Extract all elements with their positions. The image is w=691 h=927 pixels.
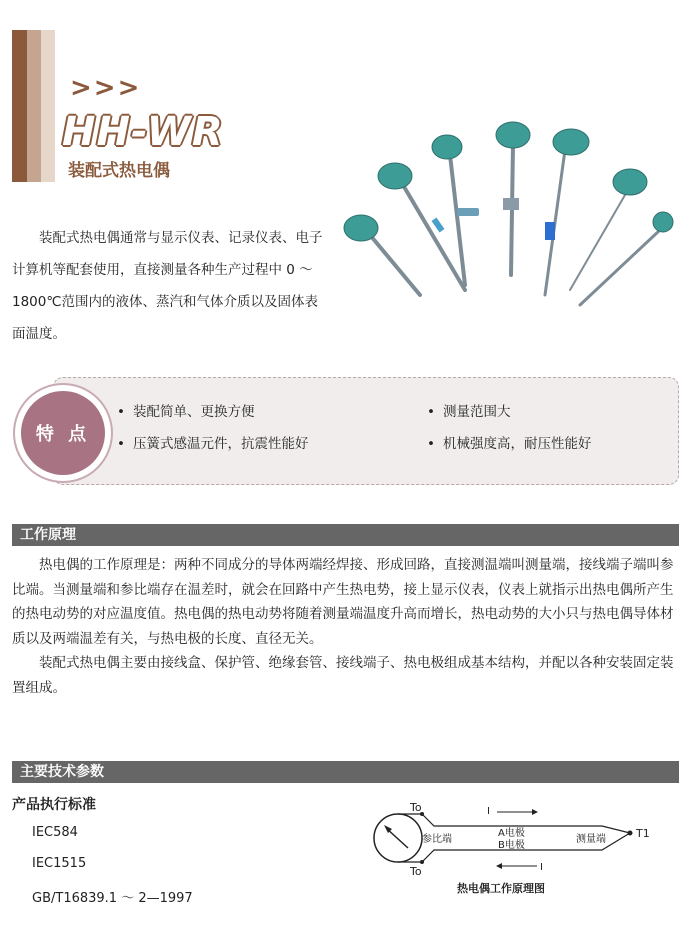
header-stripe-mid — [27, 30, 41, 182]
section-header-specs: 主要技术参数 — [12, 761, 679, 783]
principle-paragraph-2: 装配式热电偶主要由接线盒、保护管、绝缘套管、接线端子、热电极组成基本结构，并配以各种安装固定装置组成。 — [12, 655, 674, 696]
label-current-top: I — [487, 806, 490, 817]
standard-item: GB/T16839.1 ～ 2—1997 — [32, 891, 193, 906]
features-panel — [53, 377, 679, 485]
feature-text: 装配简单、更换方便 — [133, 404, 255, 420]
feature-text: 机械强度高，耐压性能好 — [443, 436, 592, 452]
feature-item — [117, 403, 255, 421]
principle-text — [12, 553, 679, 700]
diagram-caption: 热电偶工作原理图 — [457, 882, 545, 895]
standard-item: IEC584 — [32, 825, 78, 840]
thermocouple-products-illustration — [325, 110, 675, 325]
header-stripe-dark — [12, 30, 27, 182]
label-t1: T1 — [636, 827, 650, 840]
standards-title: 产品执行标准 — [12, 797, 96, 813]
feature-text: 测量范围大 — [443, 404, 511, 420]
label-electrode-b: B电极 — [498, 840, 525, 851]
header-stripe-light — [41, 30, 55, 182]
label-to-bottom: To — [410, 865, 422, 878]
features-badge: 特 点 — [21, 391, 105, 475]
label-measure-end: 测量端 — [576, 834, 606, 845]
bullet-icon: • — [117, 404, 125, 420]
feature-item — [427, 403, 511, 421]
chevrons-icon: >>> — [70, 73, 142, 103]
bullet-icon: • — [117, 436, 125, 452]
label-electrode-a: A电极 — [498, 828, 525, 839]
feature-item — [427, 435, 592, 453]
product-subtitle: 装配式热电偶 — [68, 161, 170, 181]
bullet-icon: • — [427, 404, 435, 420]
standard-item: IEC1515 — [32, 856, 87, 871]
feature-item — [117, 435, 309, 453]
section-header-principle: 工作原理 — [12, 524, 679, 546]
feature-text: 压簧式感温元件，抗震性能好 — [133, 436, 309, 452]
label-to-top: To — [410, 801, 422, 814]
label-current-bottom: I — [540, 862, 543, 873]
thermocouple-principle-diagram — [372, 800, 682, 900]
bullet-icon: • — [427, 436, 435, 452]
intro-text — [12, 222, 324, 350]
principle-paragraph-1: 热电偶的工作原理是：两种不同成分的导体两端经焊接、形成回路，直接测温端叫测量端，接线端子端叫参比端。当测量端和参比端存在温差时，就会在回路中产生热电势，接上显示仪表，仪表上就指示出热电偶所产生的热电动势的对应温度值。热电偶的热电动势将随着测量端温度升高而增长，热电动势的大小只与热电偶导体材质以及两端温差有关，与热电极的长度、直径无关。 — [12, 557, 674, 647]
label-ref-end: 参比端 — [422, 834, 452, 845]
intro-paragraph: 装配式热电偶通常与显示仪表、记录仪表、电子计算机等配套使用，直接测量各种生产过程中 0 ～ 1800℃范围内的液体、蒸汽和气体介质以及固体表面温度。 — [12, 230, 323, 342]
model-title: HH-WR — [62, 109, 224, 155]
